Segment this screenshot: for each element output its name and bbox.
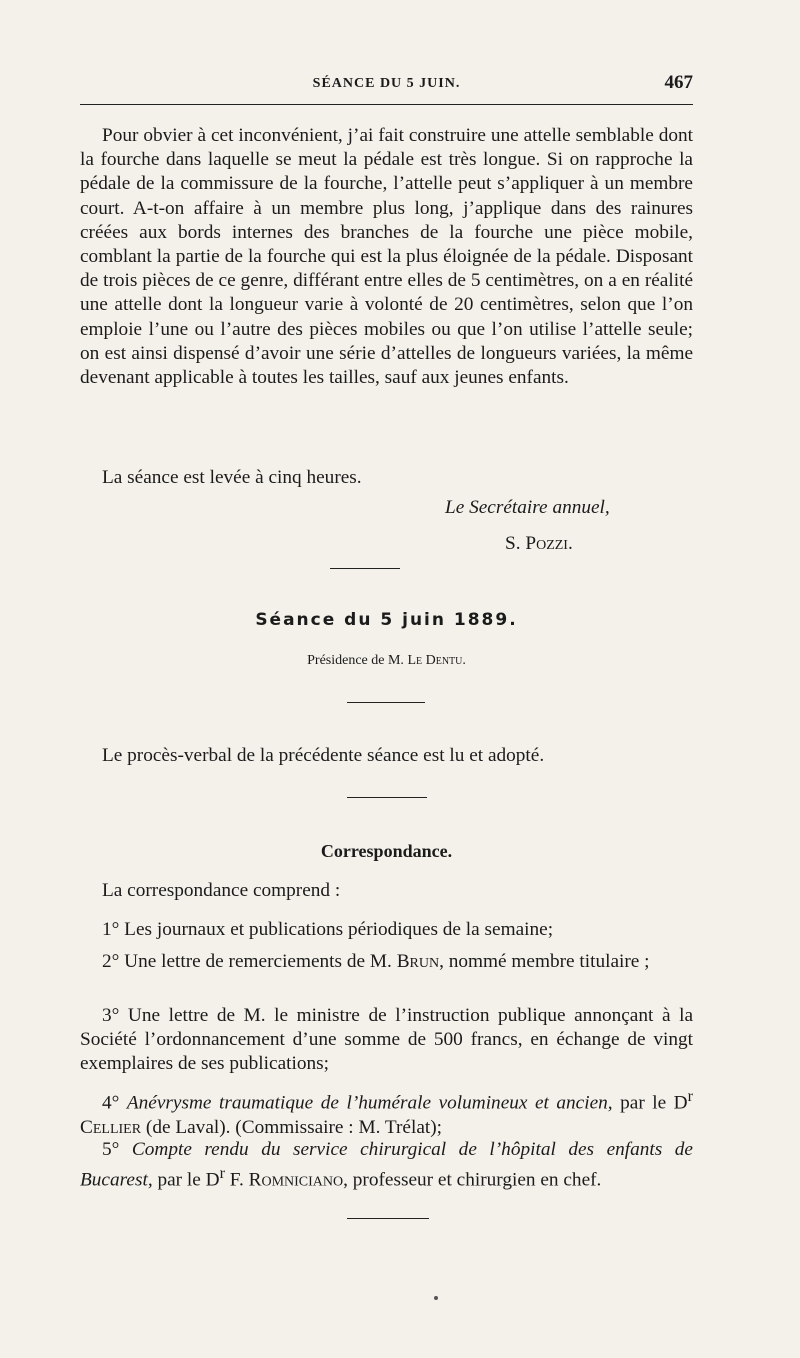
item-text: (de Laval). (Commissaire : M. Trélat); bbox=[141, 1116, 443, 1138]
person-name: Brun bbox=[396, 951, 440, 972]
presidence-line bbox=[80, 653, 693, 669]
minutes-line: Le procès-verbal de la précédente séance est lu et adopté. bbox=[102, 745, 545, 766]
item-text: par le D bbox=[157, 1169, 220, 1191]
section-rule bbox=[330, 568, 400, 569]
running-header bbox=[80, 72, 693, 98]
list-item: 1° Les journaux et publications périodiques de la semaine; bbox=[102, 919, 554, 940]
superscript: r bbox=[687, 1088, 693, 1105]
item-text: , nommé membre titulaire ; bbox=[439, 951, 650, 972]
signature-surname: Pozzi. bbox=[525, 533, 573, 554]
print-speck bbox=[434, 1296, 438, 1300]
correspondance-intro: La correspondance comprend : bbox=[102, 880, 341, 901]
item-text: 3° Une lettre de M. le ministre de l’instruction publique annonçant à la Société l’ordonnancement d’une somme de 500 francs, en échange de vingt exemplaires de ses publications; bbox=[80, 1005, 693, 1075]
section-rule bbox=[347, 797, 427, 798]
item-number: 5° bbox=[102, 1139, 120, 1160]
session-title: Séance du 5 juin 1889. bbox=[255, 610, 518, 630]
person-name: Cellier bbox=[80, 1116, 142, 1138]
running-title: SÉANCE DU 5 JUIN. bbox=[312, 76, 461, 91]
correspondance-title: Correspondance. bbox=[320, 841, 453, 861]
person-name: Romniciano bbox=[248, 1169, 344, 1191]
list-item bbox=[80, 1004, 693, 1077]
list-item bbox=[80, 950, 693, 974]
list-item bbox=[80, 1085, 693, 1140]
item-title: Compte rendu du service chirurgical de l’hôpital des enfants de Bucarest, bbox=[80, 1139, 693, 1191]
header-rule bbox=[80, 104, 693, 105]
closing-line: La séance est levée à cinq heures. bbox=[102, 467, 362, 488]
list-item bbox=[80, 1138, 693, 1193]
superscript: r bbox=[219, 1165, 225, 1183]
signature-role: Le Secrétaire annuel, bbox=[445, 497, 610, 518]
item-text: par le D bbox=[620, 1092, 688, 1114]
president-name: Le Dentu. bbox=[407, 653, 466, 668]
paragraph-text: Pour obvier à cet inconvénient, j’ai fait construire une attelle semblable dont la fourche dans laquelle se meut la pédale est très longue. Si on rapproche la pédale de la commissure de la fourche, l’attelle peut s’appliquer à un membre court. A-t-on affaire à un membre plus long, j’applique dans des rainures créées aux bords internes des branches de la fourche une pièce mobile, comblant la partie de la fourche qui est la plus éloignée de la pédale. Disposant de trois pièces de ce genre, différant entre elles de 5 centimètres, on a en réalité une attelle dont la longueur varie à volonté de 20 centimètres, selon que l’on emploie l’une ou l’autre des pièces mobiles ou que l’on utilise l’attelle seule; on est ainsi dispensé d’avoir une série d’attelles de longueurs variées, la même devenant applicable à toutes les tailles, sauf aux jeunes enfants. bbox=[80, 125, 693, 389]
person-initial: F. bbox=[229, 1169, 244, 1191]
section-rule bbox=[347, 1218, 429, 1219]
paragraph-attelle bbox=[80, 124, 693, 390]
signature-initial: S. bbox=[505, 533, 521, 554]
presidence-prefix: Présidence de M. bbox=[307, 653, 404, 668]
item-text: , professeur et chirurgien en chef. bbox=[343, 1169, 602, 1191]
page-number: 467 bbox=[664, 72, 693, 93]
item-text: 2° Une lettre de remerciements de M. bbox=[102, 951, 392, 972]
item-number: 4° bbox=[102, 1092, 120, 1114]
signature-name bbox=[505, 533, 573, 555]
item-title: Anévrysme traumatique de l’humérale volumineux et ancien, bbox=[126, 1092, 613, 1114]
section-rule bbox=[347, 702, 425, 703]
